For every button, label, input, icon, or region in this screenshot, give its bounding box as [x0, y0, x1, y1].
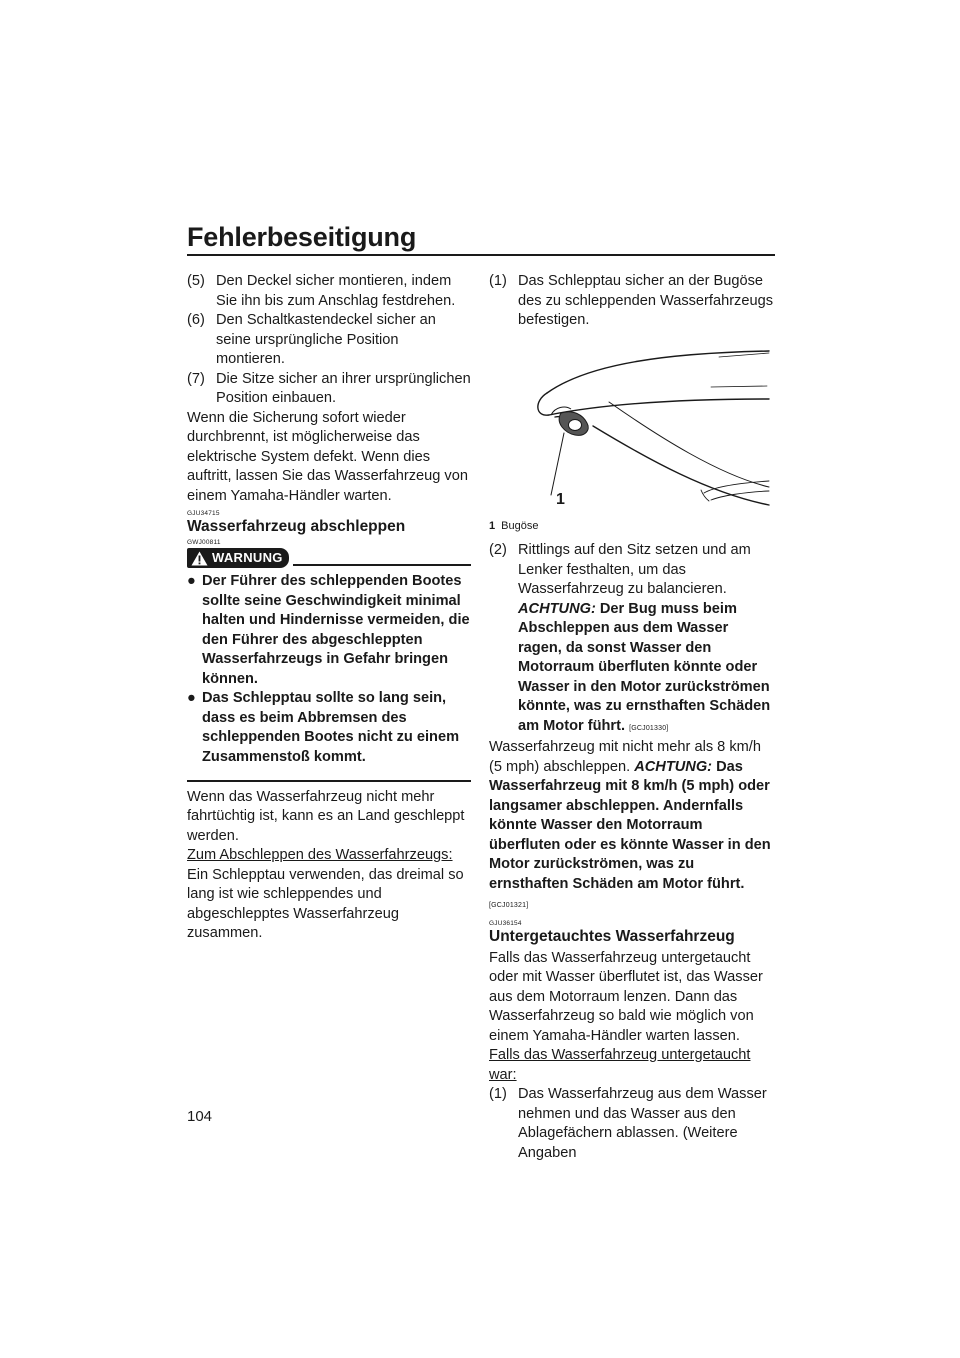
- warning-bullet: [187, 572, 471, 689]
- warning-label: WARNUNG: [212, 550, 283, 566]
- warning-box: [187, 568, 471, 767]
- step-1-tow: [489, 272, 775, 331]
- step-number: (1): [489, 273, 507, 289]
- speed-paragraph: [489, 738, 775, 916]
- step-5: [187, 272, 471, 311]
- page-number: 104: [187, 1108, 213, 1125]
- bullet-dot-icon: ●: [187, 573, 196, 589]
- warning-bullet-text: Der Führer des schleppenden Bootes sollte seine Geschwindigkeit minimal halten und Hindernisse vermeiden, die den Führer des abgeschleppten Wasserfahrzeugs in Gefahr bringen können.: [202, 573, 470, 687]
- tow-subheading: Zum Abschleppen des Wasserfahrzeugs:: [187, 847, 453, 863]
- warning-code: GWJ00811: [187, 539, 221, 546]
- step-number: (7): [187, 370, 205, 387]
- right-column: [489, 272, 775, 1163]
- step-7: [187, 370, 471, 409]
- warning-top-rule: [293, 564, 471, 566]
- caution-text: Das Wasserfahrzeug mit 8 km/h (5 mph) oder langsamer abschleppen. Andernfalls könnte Wasser den Motorraum überfluten oder es könnte Wasser in den Motor zurückströmen, was zu ernsthaften Schäden am Motor führt.: [489, 758, 771, 892]
- bullet-dot-icon: ●: [187, 690, 196, 706]
- title-rule: [187, 254, 775, 256]
- section-heading-towing: Wasserfahrzeug abschleppen: [187, 518, 406, 535]
- step-2-tow: [489, 541, 775, 738]
- step-text: Den Deckel sicher montieren, indem Sie ihn bis zum Anschlag festdrehen.: [216, 273, 456, 309]
- page-title: Fehlerbeseitigung: [187, 222, 417, 252]
- section-code: GJU34715: [187, 510, 220, 517]
- rope-paragraph: Ein Schlepptau verwenden, das dreimal so lang ist wie schleppendes und abgeschlepptes Wasserfahrzeug zusammen.: [187, 866, 464, 941]
- caution-label: ACHTUNG:: [518, 600, 596, 617]
- step-text: Die Sitze sicher an ihrer ursprünglichen Position einbauen.: [216, 370, 471, 406]
- step-6: [187, 311, 471, 370]
- submerged-subheading: Falls das Wasserfahrzeug untergetaucht war:: [489, 1047, 751, 1083]
- step-number: (5): [187, 273, 205, 289]
- submerged-paragraph: Falls das Wasserfahrzeug untergetaucht oder mit Wasser überflutet ist, das Wasser aus dem Motorraum lenzen. Dann das Wasserfahrzeug so bald wie möglich von einem Yamaha-Händler warten lassen.: [489, 949, 763, 1044]
- left-column: [187, 272, 471, 944]
- step-text: Den Schaltkastendeckel sicher an seine ursprüngliche Position montieren.: [216, 312, 436, 367]
- caution-label: ACHTUNG:: [634, 758, 713, 775]
- caution-reference: [GCJ01321]: [489, 902, 529, 909]
- step-text: Das Schlepptau sicher an der Bugöse des zu schleppenden Wasserfahrzeugs befestigen.: [518, 273, 773, 328]
- warning-header: [187, 548, 471, 568]
- fuse-paragraph: Wenn die Sicherung sofort wieder durchbrennt, ist möglicherweise das elektrische System defekt. Wenn dies auftritt, lassen Sie das Wasserfahrzeug von einem Yamaha-Händler warten.: [187, 409, 468, 504]
- bow-illustration-drawing: [489, 335, 775, 517]
- warning-bottom-rule: [187, 780, 471, 782]
- speed-text: Wasserfahrzeug mit nicht mehr als 8 km/h (5 mph) abschleppen.: [489, 739, 761, 775]
- warning-bullet-text: Das Schlepptau sollte so lang sein, dass es beim Abbremsen des schleppenden Bootes nicht zu einem Zusammenstoß kommt.: [202, 690, 460, 765]
- figure-caption: [489, 517, 775, 537]
- step-number: (1): [489, 1086, 507, 1102]
- caution-reference: [GCJ01330]: [629, 724, 669, 732]
- warning-triangle-icon: [191, 551, 208, 566]
- caution-text: Der Bug muss beim Abschleppen aus dem Wasser ragen, da sonst Wasser den Motorraum überfluten könnte oder Wasser in den Motor zurückströmen könnte, was zu ernsthaften Schäden am Motor führt.: [518, 600, 771, 734]
- step-text: Rittlings auf den Sitz setzen und am Lenker festhalten, um das Wasserfahrzeug zu balancieren.: [518, 542, 751, 597]
- tow-paragraph: Wenn das Wasserfahrzeug nicht mehr fahrtüchtig ist, kann es an Land geschleppt werden.: [187, 788, 465, 844]
- warning-badge: [187, 548, 289, 568]
- bow-eye-illustration: [489, 335, 775, 517]
- caption-number: 1: [489, 519, 496, 532]
- warning-bullet: [187, 689, 471, 767]
- step-number: (6): [187, 312, 205, 328]
- section-code: GJU36154: [489, 919, 522, 927]
- step-text: Das Wasserfahrzeug aus dem Wasser nehmen und das Wasser aus den Ablagefächern ablassen. (Weitere Angaben: [518, 1086, 767, 1161]
- callout-number: 1: [556, 490, 565, 508]
- step-1-submerged: [489, 1085, 775, 1163]
- caption-text: Bugöse: [501, 519, 539, 532]
- section-heading-submerged: Untergetauchtes Wasserfahrzeug: [489, 927, 735, 945]
- step-number: (2): [489, 542, 507, 558]
